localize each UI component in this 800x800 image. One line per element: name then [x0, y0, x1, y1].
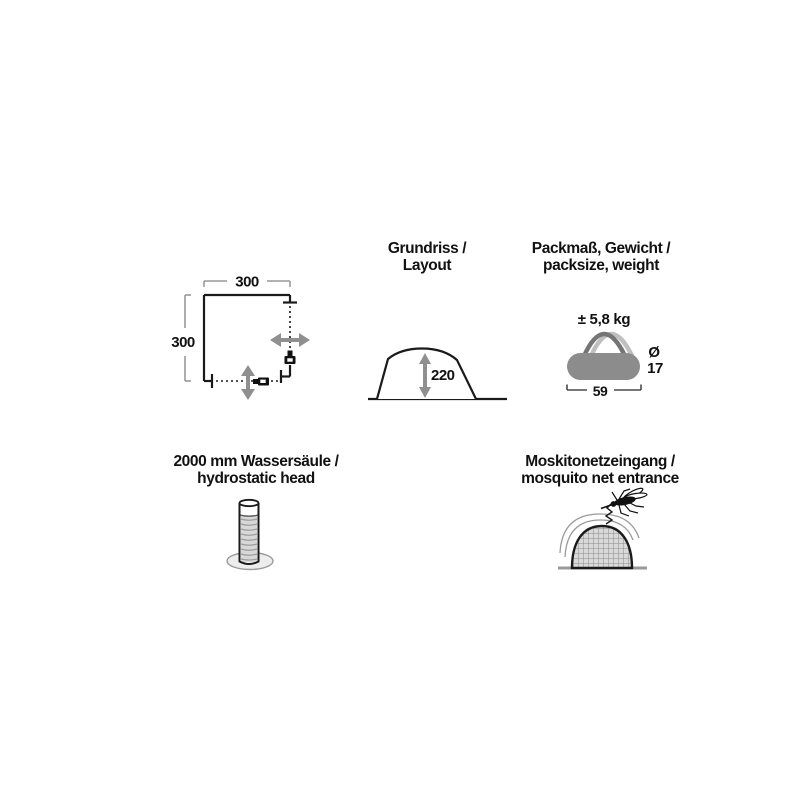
layout-section-title	[352, 240, 502, 274]
layout-title-en: Layout	[402, 257, 452, 274]
watercolumn-title-en: hydrostatic head	[197, 470, 315, 487]
packsize-section-title	[521, 240, 681, 274]
floorplan-width-label: 300	[235, 273, 259, 291]
zipper-icon	[253, 378, 269, 386]
watercolumn-section-title	[166, 453, 346, 487]
duffel-bag-icon	[558, 328, 674, 404]
door-arrow-vertical-icon	[241, 365, 255, 400]
floorplan-top-view-icon	[160, 268, 318, 406]
mosquito-icon	[601, 486, 647, 516]
bag-length-label: 59	[592, 383, 608, 399]
water-column-rim	[240, 500, 259, 506]
mosquitonet-title-en: mosquito net entrance	[521, 470, 679, 487]
packsize-title-de: Packmaß, Gewicht /	[531, 240, 671, 257]
floorplan-depth-label: 300	[171, 334, 195, 351]
mosquitonet-section-title	[509, 453, 691, 487]
door-arrow-horizontal-icon	[270, 333, 310, 347]
water-column-icon	[218, 493, 290, 577]
packsize-title-en: packsize, weight	[543, 257, 659, 274]
mosquitonet-title-de: Moskitonetzeingang /	[525, 453, 675, 470]
tent-height-label: 220	[431, 367, 455, 384]
pack-weight-label: ± 5,8 kg	[577, 311, 631, 328]
layout-title-de: Grundriss /	[387, 240, 467, 257]
bag-diameter-symbol: Ø	[648, 344, 660, 361]
mesh-dome-outline	[572, 526, 632, 568]
mesh-dome-icon	[548, 483, 664, 575]
bag-diameter-value: 17	[647, 360, 663, 377]
watercolumn-title-de: 2000 mm Wassersäule /	[173, 453, 339, 470]
zipper-icon	[285, 351, 296, 365]
bag-body	[567, 353, 640, 380]
tent-side-view-icon	[365, 336, 510, 404]
